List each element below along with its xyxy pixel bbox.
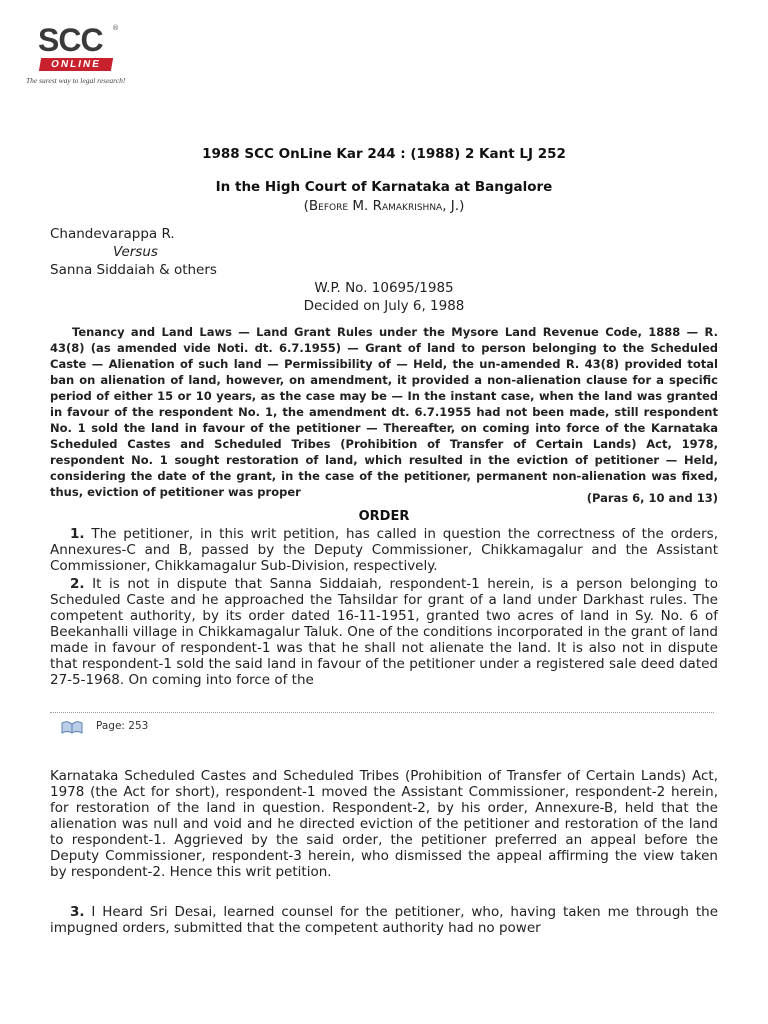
court-name: In the High Court of Karnataka at Bangalore [215, 179, 553, 195]
paragraph-3-text: I Heard Sri Desai, learned counsel for the petitioner, who, having taken me through the impugned orders, submitted that the competent authority had no power [50, 904, 718, 936]
petitioner-name: Chandevarappa R. [50, 226, 175, 242]
respondent-name: Sanna Siddaiah & others [50, 262, 217, 278]
logo-brand: SCC [38, 22, 103, 58]
case-number: W.P. No. 10695/1985 [314, 280, 454, 296]
logo-tagline: The surest way to legal research! [26, 76, 126, 85]
order-heading: ORDER [358, 509, 410, 524]
headnote: Tenancy and Land Laws — Land Grant Rules under the Mysore Land Revenue Code, 1888 — R. 43(8) (as amended vide Noti. dt. 6.7.1955) — Grant of land to person belonging to the Scheduled Caste — Alienation of such land — Permissibility of — Held, the un-amended R. 43(8) provided total ban on alienation of land, however, on amendment, it provided a non-alienation clause for a specific period of either 15 or 10 years, as the case may be — In the instant case, when the land was granted in favour of the respondent No. 1, the amendment dt. 6.7.1955 had not been made, still respondent No. 1 sold the land in favour of the petitioner — Thereafter, on coming into force of the Karnataka Scheduled Castes and Scheduled Tribes (Prohibition of Transfer of Certain Lands) Act, 1978, respondent No. 1 sought restoration of land, which resulted in the eviction of petitioner — Held, considering the date of the grant, in the case of the petitioner, permanent non-alienation was fixed, thus, eviction of petitioner was proper [50, 325, 718, 499]
decision-date: Decided on July 6, 1988 [303, 298, 465, 314]
paragraph-2-text: It is not in dispute that Sanna Siddaiah, respondent-1 herein, is a person belonging to Scheduled Caste and he approached the Tahsildar for grant of a land under Darkhast rules. The competent authority, by its order dated 16-11-1951, granted two acres of land in Sy. No. 6 of Beekanhalli village in Chikkamagalur Taluk. One of the conditions incorporated in the grant of land made in favour of respondent-1 was that he shall not alienate the land. It is also not in dispute that respondent-1 sold the said land in favour of the petitioner under a registered sale deed dated 27-5-1968. On coming into force of the [50, 576, 718, 688]
paragraph-3-number: 3. [70, 904, 85, 920]
scc-online-logo [26, 22, 146, 92]
bench: (Before M. Ramakrishna, J.) [303, 198, 465, 214]
paragraph-3 [50, 904, 718, 936]
paragraph-1 [50, 526, 718, 574]
paras-reference: (Paras 6, 10 and 13) [586, 491, 718, 505]
logo-registered-mark: ® [112, 24, 119, 32]
citation-title: 1988 SCC OnLine Kar 244 : (1988) 2 Kant LJ 252 [202, 146, 566, 162]
paragraph-1-number: 1. [70, 526, 85, 542]
page-marker: Page: 253 [96, 720, 149, 732]
paragraph-1-text: The petitioner, in this writ petition, has called in question the correctness of the orders, Annexures-C and B, passed by the Deputy Commissioner, Chikkamagalur and the Assistant Commissioner, Chikkamagalur Sub-Division, respectively. [50, 526, 718, 574]
paragraph-2 [50, 576, 718, 688]
page-break-divider [50, 712, 714, 713]
paragraph-2-number: 2. [70, 576, 85, 592]
logo-online-bar: ONLINE [39, 58, 113, 71]
paragraph-2-continued: Karnataka Scheduled Castes and Scheduled Tribes (Prohibition of Transfer of Certain Lands) Act, 1978 (the Act for short), respondent-1 moved the Assistant Commissioner, respondent-2 herein, for restoration of the land in question. Respondent-2, by his order, Annexure-B, held that the alienation was null and void and he directed eviction of the petitioner and restoration of the land to respondent-1. Aggrieved by the said order, the petitioner preferred an appeal before the Deputy Commissioner, respondent-3 herein, who dismissed the appeal affirming the view taken by respondent-2. Hence this writ petition. [50, 768, 718, 880]
versus-label: Versus [113, 244, 158, 260]
open-book-icon [60, 719, 84, 735]
